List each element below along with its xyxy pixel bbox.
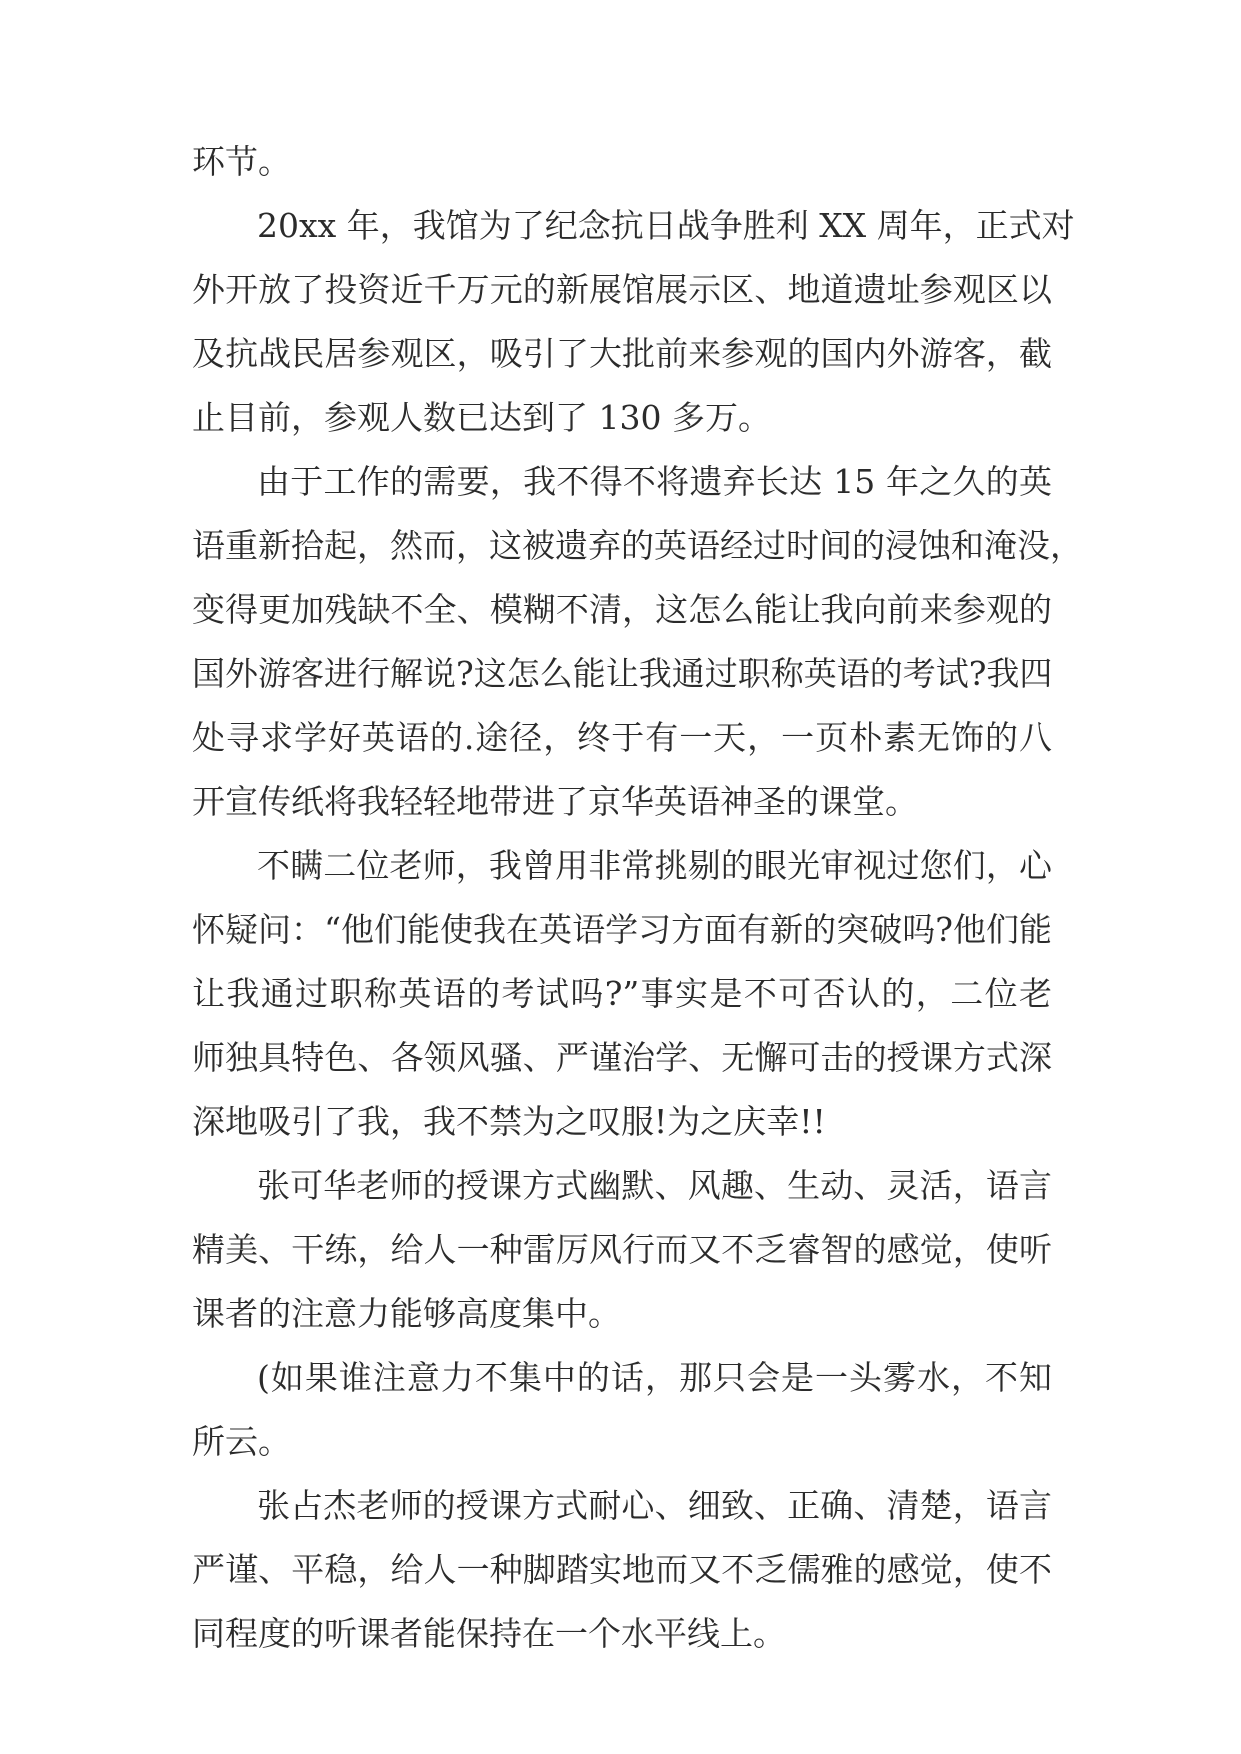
text-line: 所云。 xyxy=(192,1422,291,1461)
paragraph-first-line: 张占杰老师的授课方式耐心、细致、正确、清楚，语言 xyxy=(257,1486,1052,1525)
text-line: 课者的注意力能够高度集中。 xyxy=(192,1294,621,1333)
text-line: 精美、干练，给人一种雷厉风行而又不乏睿智的感觉，使听 xyxy=(192,1230,1052,1269)
text-line: 深地吸引了我，我不禁为之叹服!为之庆幸!! xyxy=(192,1102,826,1141)
text-line: 及抗战民居参观区，吸引了大批前来参观的国内外游客，截 xyxy=(192,334,1052,373)
paragraph-first-line: 20xx 年，我馆为了纪念抗日战争胜利 XX 周年，正式对 xyxy=(257,206,1075,245)
text-line: 严谨、平稳，给人一种脚踏实地而又不乏儒雅的感觉，使不 xyxy=(192,1550,1052,1589)
text-line: 处寻求学好英语的.途径，终于有一天，一页朴素无饰的八 xyxy=(192,718,1052,757)
text-line: 语重新拾起，然而，这被遗弃的英语经过时间的浸蚀和淹没， xyxy=(192,526,1083,565)
text-line: 师独具特色、各领风骚、严谨治学、无懈可击的授课方式深 xyxy=(192,1038,1052,1077)
paragraph-first-line: 不瞒二位老师，我曾用非常挑剔的眼光审视过您们，心 xyxy=(257,846,1052,885)
paragraph-first-line: (如果谁注意力不集中的话，那只会是一头雾水，不知 xyxy=(257,1358,1052,1397)
text-line: 环节。 xyxy=(192,142,291,181)
paragraph-first-line: 由于工作的需要，我不得不将遗弃长达 15 年之久的英 xyxy=(257,462,1052,501)
text-line: 变得更加残缺不全、模糊不清，这怎么能让我向前来参观的 xyxy=(192,590,1052,629)
text-line: 让我通过职称英语的考试吗?”事实是不可否认的，二位老 xyxy=(192,974,1052,1013)
text-line: 开宣传纸将我轻轻地带进了京华英语神圣的课堂。 xyxy=(192,782,918,821)
paragraph-first-line: 张可华老师的授课方式幽默、风趣、生动、灵活，语言 xyxy=(257,1166,1052,1205)
text-line: 同程度的听课者能保持在一个水平线上。 xyxy=(192,1614,786,1653)
text-line: 怀疑问：“他们能使我在英语学习方面有新的突破吗?他们能 xyxy=(192,910,1052,949)
text-line: 外开放了投资近千万元的新展馆展示区、地道遗址参观区以 xyxy=(192,270,1052,309)
text-line: 国外游客进行解说?这怎么能让我通过职称英语的考试?我四 xyxy=(192,654,1053,693)
text-line: 止目前，参观人数已达到了 130 多万。 xyxy=(192,398,771,437)
